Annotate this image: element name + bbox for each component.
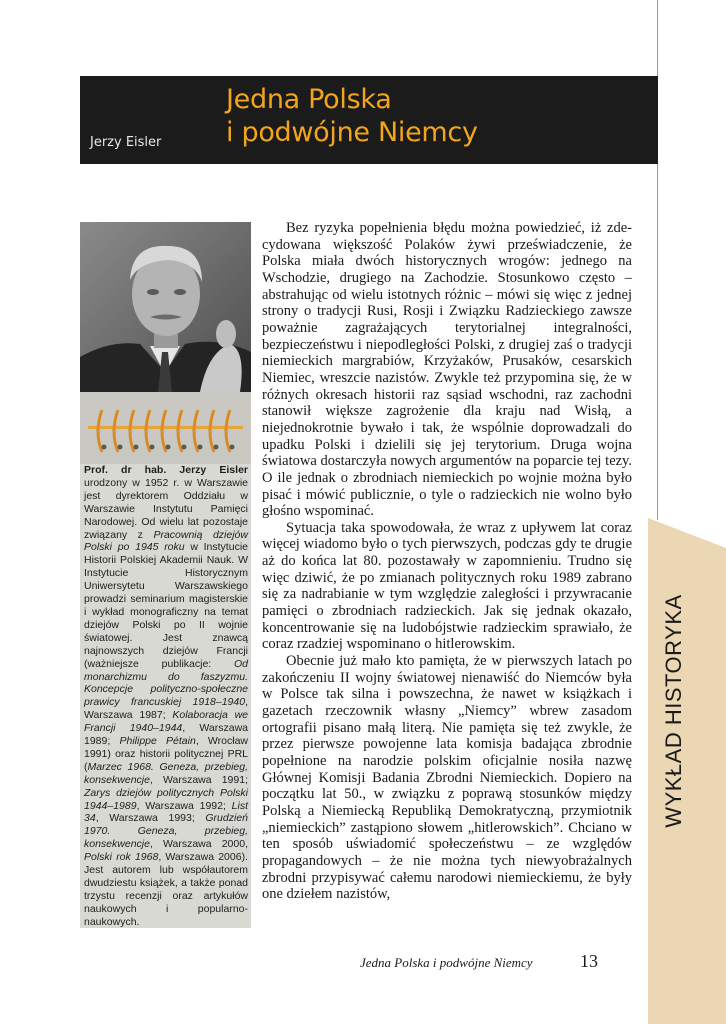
bio-text: , Wrocław 1991) oraz historii politycznej PRL ( (84, 735, 248, 773)
bio-italic: Zarys dziejów politycznych Polski 1944–1989 (84, 786, 248, 812)
author-name: Jerzy Eisler (90, 135, 162, 150)
bio-italic: Od monarchizmu do faszyzmu. Koncepcje polityczno-społeczne prawicy francuskiej 1918–1940 (84, 657, 248, 709)
notebook-rings-decoration (80, 392, 251, 464)
article-paragraph-2: Sytuacja taka spowodowała, że wraz z upływem lat coraz więcej wiadomo było o tych pierwszych, podczas gdy te drugie aż do końca lat 80. pozostawały w zapomnieniu. Trudno się więc dziwić, że po zmianach politycznych roku 1989 zabrano się za nadrabianie w tym względzie zaległości i przywracanie pamięci o zbrodniach radzieckich. Jak się jednak okazało, koncentrowanie się na ludobójstwie radzieckim sprawiało, że coraz rzadziej wspominano o hitlerowskim. (262, 519, 632, 653)
author-photo (80, 222, 251, 392)
author-bio (84, 464, 248, 929)
title-line-1: Jedna Polska (226, 84, 392, 115)
bio-text: w Instytucie Historii Polskiej Akademii Nauk. W Instytucie Historycznym Uniwersytetu Warszawskiego prowadzi seminarium magisterskie i wykład monograficzny na temat dziejów Polski po II wojnie światowej. Jest znawcą najnowszych dziejów Francji (ważniejsze publikacje: (84, 541, 248, 670)
bio-italic: Pracownią dziejów Polski po 1945 roku (84, 528, 248, 554)
bio-italic: List 34 (84, 799, 248, 825)
bio-text: , Warszawa 1992; (136, 799, 232, 812)
bio-text: , Warszawa 1991; (149, 773, 248, 786)
article-paragraph-1: Bez ryzyka popełnienia błędu można powiedzieć, iż zdecydowana większość Polaków żywi przeświadczenie, że Polska miała dwóch historycznych wrogów: jednego na Wschodzie, drugiego na Zachodzie. Stosunkowo często – abstrahując od wielu istotnych różnic – mówi się więc z jednej strony o tradycji Rusi, Rosji i Związku Radzieckiego zawsze poważnie zagrażających terytorialnej integralności, bezpieczeństwu i niepodległości Polski, z drugiej zaś o tradycji niemieckich margrabiów, Krzyżaków, Prusaków, cesarskich Niemiec, wreszcie nazistów. Zwykle też przypomina się, że w różnych okresach historii raz sąsiad wschodni, raz zachodni stanowił większe zagrożenie dla kraju nad Wisłą, a niejednokrotnie bywało i tak, że wspólnie doprowadzali do upadku Polski i dzielili się jej terytorium. Druga wojna światowa dostarczyła nowych argumentów na poparcie tej tezy. O ile jednak o zbrodniach niemieckich po wojnie można było pisać i mówić publicznie, o tyle o radzieckich nie wolno było głośno wspominać. (262, 220, 632, 520)
page-number: 13 (580, 951, 598, 971)
section-label-text: WYKŁAD HISTORYKA (661, 594, 686, 828)
bio-text: urodzony w 1952 r. w Warszawie jest dyrektorem Oddziału w Warszawie Instytutu Pamięci Narodowej. Od wielu lat pozostaje związany z (84, 476, 248, 541)
article-body (262, 220, 632, 903)
bio-text: , Warszawa 2006). Jest autorem lub współautorem dwudziestu książek, a także ponad trzystu recenzji oraz artykułów naukowych i popularno-naukowych. (84, 851, 248, 928)
bio-italic: Polski rok 1968 (84, 851, 159, 864)
bio-italic: Kolaboracja we Francji 1940–1944 (84, 709, 248, 735)
bio-text: , Warszawa 1987; (84, 696, 248, 722)
bio-text: , Warszawa 2000, (149, 838, 248, 851)
bio-name: Prof. dr hab. Jerzy Eisler (84, 464, 248, 476)
author-portrait-image (80, 222, 251, 392)
title-line-2: i podwójne Niemcy (226, 117, 478, 148)
section-label (648, 590, 700, 832)
bio-italic: Marzec 1968. Geneza, przebieg, konsekwencje (84, 760, 248, 786)
article-paragraph-3: Obecnie już mało kto pamięta, że w pierwszych latach po zakończeniu II wojny światowej nienawiść do Niemców była w Polsce tak silna i powszechna, że nawet w książkach i gazetach rzeczownik własny „Niemcy” wbrew zasadom ortografii pisano małą literą. Nie pamięta się też zwykle, że przez pierwsze powojenne lata komisja badająca zbrodnie popełnione na narodzie polskim oficjalnie nosiła nazwę Głównej Komisji Badania Zbrodni Niemieckich. Dopiero na początku lat 50., w związku z poprawą stosunków między Polską a Niemiecką Republiką Demokratyczną, przymiotnik „niemieckich” zastąpiono słowem „hitlerowskich”. Chciano w ten sposób uświadomić społeczeństwu – ze względów propagandowych – że nie można tych niewyobrażalnych zbrodni przypisywać całemu narodowi niemieckiemu, że były one dziełem nazistów, (262, 653, 632, 903)
bio-italic: Philippe Pétain (119, 735, 196, 748)
bio-italic: Grudzień 1970. Geneza, przebieg, konsekwencje (84, 812, 248, 851)
bio-text: , Warszawa 1989; (84, 722, 248, 748)
spiral-binding-icon (80, 392, 251, 464)
bio-text: , Warszawa 1993; (95, 812, 206, 825)
article-title (226, 83, 478, 149)
running-footer-title: Jedna Polska i podwójne Niemcy (360, 955, 533, 970)
